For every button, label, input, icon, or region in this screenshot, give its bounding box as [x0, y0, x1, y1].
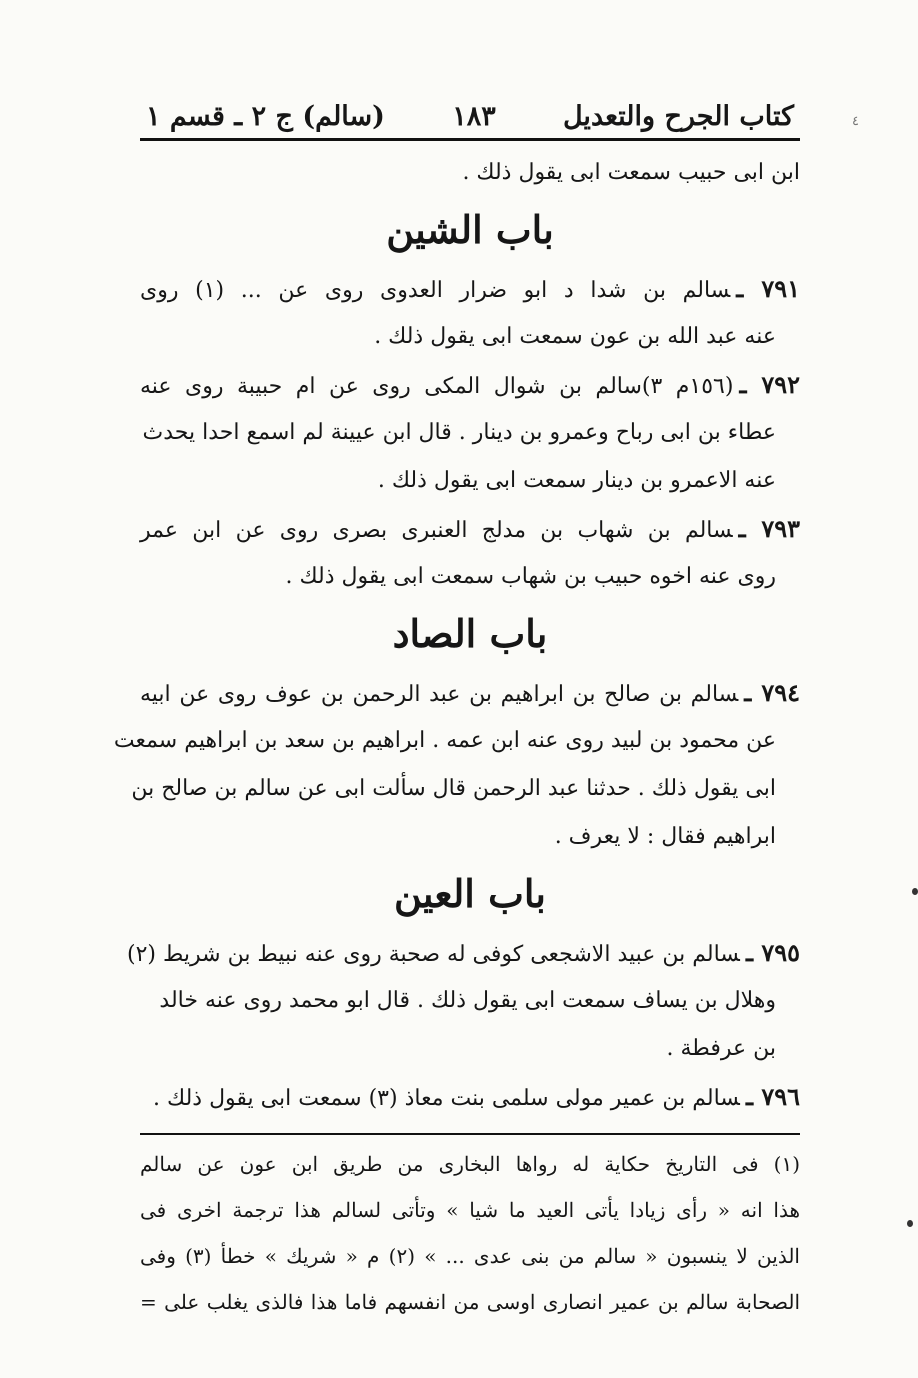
- entry-text: عن محمود بن لبيد روى عنه ابن عمه . ابراهيم بن سعد بن ابراهيم سمعت: [113, 728, 776, 753]
- entry-number: ٧٩٥ ـ: [745, 938, 800, 967]
- entry-text: سالم بن عمير مولى سلمى بنت معاذ (٣) سمعت ابى يقول ذلك .: [153, 1086, 740, 1111]
- entry-number: ٧٩٣ ـ: [738, 514, 800, 543]
- entry-line: [140, 505, 800, 553]
- sections-container: [113, 199, 801, 1121]
- page-speck: [912, 888, 918, 895]
- footnote-line: (١) فى التاريخ حكاية له رواها البخارى من طريق ابن عون عن سالم: [140, 1152, 800, 1176]
- entry-line: [140, 813, 800, 861]
- entry-text: روى عنه اخوه حبيب بن شهاب سمعت ابى يقول ذلك .: [285, 564, 776, 589]
- entry-line: [140, 313, 800, 361]
- book-title: كتاب الجرح والتعديل: [562, 101, 794, 132]
- entry-text: بن عرفطة .: [666, 1036, 776, 1061]
- main-text: [113, 149, 801, 1121]
- entry-number: ٧٩٢ ـ: [739, 370, 801, 399]
- entry-number: ٧٩٦ ـ: [745, 1082, 800, 1111]
- section-label: (سالم) ج ٢ ـ قسم ١: [146, 101, 385, 132]
- entry-line: [140, 1073, 800, 1121]
- entry-text: (١٥٦م ٣)سالم بن شوال المكى روى عن ام حبيبة روى عنه: [140, 374, 734, 399]
- page-number: ١٨٣: [452, 101, 496, 132]
- book-page: [113, 88, 801, 1325]
- running-header: [140, 88, 800, 141]
- entry-text: وهلال بن يساف سمعت ابى يقول ذلك . قال ابو محمد روى عنه خالد: [159, 988, 776, 1013]
- entry-text: سالم بن شدا د ابو ضرار العدوى روى عن ... (١) روى: [140, 278, 731, 303]
- entry-line: [140, 457, 800, 505]
- section-heading: باب العين: [393, 871, 547, 916]
- entry-line: [140, 669, 800, 717]
- entry-text: عنه الاعمرو بن دينار سمعت ابى يقول ذلك .: [377, 468, 776, 493]
- entry-text: عنه عبد الله بن عون سمعت ابى يقول ذلك .: [374, 324, 776, 349]
- section-heading: باب الصاد: [392, 611, 548, 656]
- entry-line: [140, 265, 800, 313]
- entry-line: [140, 977, 800, 1025]
- entry-text: سالم بن شهاب بن مدلج العنبرى بصرى روى عن ابن عمر: [140, 518, 733, 543]
- entry-text: سالم بن صالح بن ابراهيم بن عبد الرحمن بن عوف روى عن ابيه: [140, 682, 739, 707]
- footnote-line: هذا انه « رأى زيادا يأتى العيد ما شيا » وتأتى لسالم هذا ترجمة اخرى فى: [140, 1198, 800, 1222]
- entry-text: عطاء بن ابى رباح وعمرو بن دينار . قال ابن عيينة لم اسمع احدا يحدث: [142, 420, 776, 445]
- entry-line: [131, 765, 800, 813]
- entry-number: ٧٩١ ـ: [736, 274, 801, 303]
- footnotes: [140, 1141, 800, 1325]
- entry-text: سالم بن عبيد الاشجعى كوفى له صحبة روى عنه نبيط بن شريط (٢): [127, 942, 740, 967]
- entry-text: ابراهيم فقال : لا يعرف .: [554, 824, 776, 849]
- section-heading: باب الشين: [386, 207, 554, 252]
- footnote-line: الذين لا ينسبون « سالم من بنى عدى ... » (٢) م « شريك » خطأ (٣) وفى: [140, 1244, 800, 1268]
- footnote-line: الصحابة سالم بن عمير انصارى اوسى من انفسهم فاما هذا فالذى يغلب على =: [140, 1290, 800, 1314]
- entry-line: [140, 409, 800, 457]
- footnote-rule: [140, 1133, 800, 1135]
- entry-line: [140, 1025, 800, 1073]
- entry-line: [113, 717, 800, 765]
- margin-mark: ٤: [852, 114, 859, 129]
- entry-line: [140, 553, 800, 601]
- text-line: ابن ابى حبيب سمعت ابى يقول ذلك .: [462, 160, 800, 185]
- page-speck: [907, 1220, 913, 1227]
- entry-line: [127, 929, 800, 977]
- entry-number: ٧٩٤ ـ: [744, 678, 800, 707]
- entry-line: [140, 361, 800, 409]
- entry-text: ابى يقول ذلك . حدثنا عبد الرحمن قال سألت ابى عن سالم بن صالح بن: [131, 776, 776, 801]
